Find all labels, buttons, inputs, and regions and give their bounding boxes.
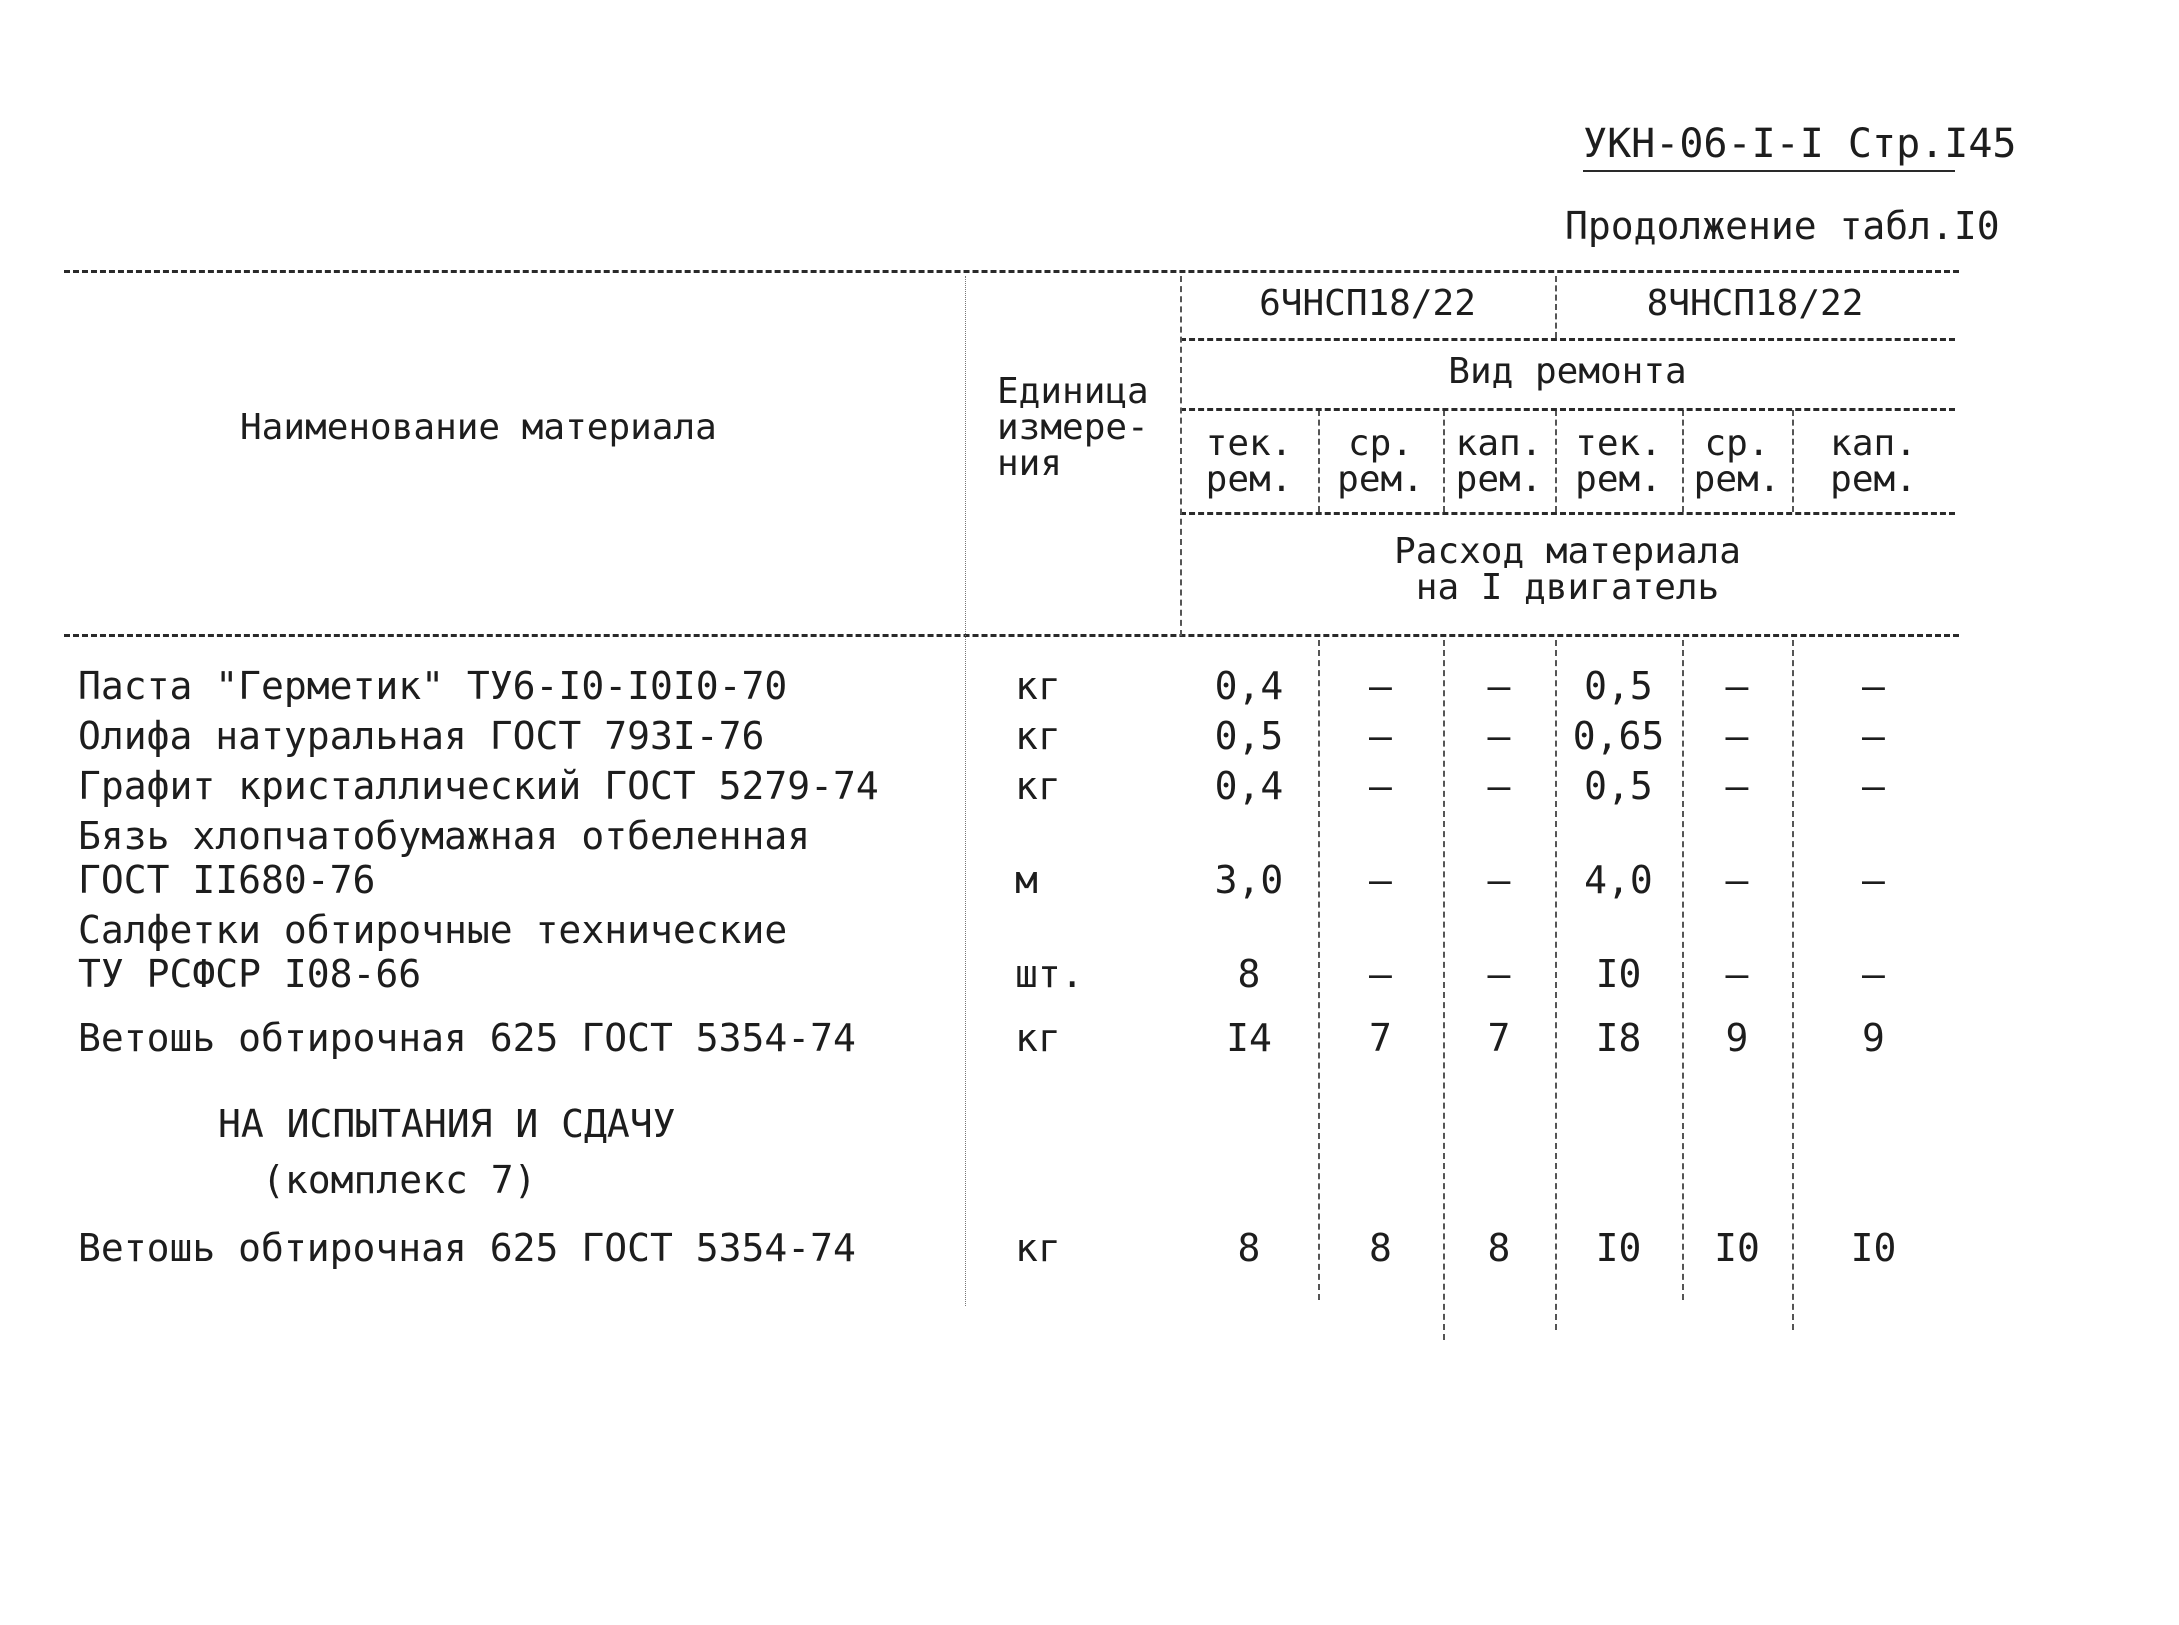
unit-column-divider: [965, 276, 966, 1306]
section-subheading: (комплекс 7): [262, 1158, 537, 1202]
material-value: I0: [1714, 1226, 1760, 1270]
material-value: –: [1369, 952, 1392, 996]
header-unit-line-3: ния: [997, 443, 1063, 484]
material-name: Паста "Герметик" ТУ6-I0-I0I0-70: [78, 664, 788, 708]
material-value: –: [1487, 714, 1511, 758]
material-value: 7: [1487, 1016, 1511, 1060]
repair-header-2-line-2: рем.: [1337, 459, 1424, 500]
material-value: 0,4: [1214, 764, 1284, 808]
body-column-divider: [1318, 640, 1320, 1300]
material-value: 8: [1369, 1226, 1392, 1270]
document-code: УКН-06-I-I Стр.I45: [1583, 121, 2017, 167]
repair-header-5-line-2: рем.: [1693, 459, 1781, 500]
material-unit: м: [1015, 858, 1038, 902]
material-value: 0,5: [1214, 714, 1284, 758]
material-value: –: [1487, 764, 1511, 808]
repair-header-5-line-1: ср.: [1704, 423, 1770, 464]
repair-header-4-line-1: тек.: [1575, 423, 1662, 464]
body-column-divider: [1555, 640, 1557, 1330]
engine-column-divider: [1180, 276, 1182, 636]
header-name-column: Наименование материала: [240, 407, 717, 448]
material-value: 0,5: [1584, 664, 1653, 708]
material-unit: шт.: [1015, 952, 1084, 996]
body-column-divider: [1443, 640, 1445, 1340]
material-name: Ветошь обтирочная 625 ГОСТ 5354-74: [78, 1016, 856, 1060]
header-unit-line-1: Единица: [997, 371, 1149, 412]
material-unit: кг: [1015, 714, 1061, 758]
material-value: –: [1862, 714, 1885, 758]
repair-header-6-line-2: рем.: [1830, 459, 1917, 500]
material-value: –: [1369, 714, 1392, 758]
header-engine-1: 6ЧНСП18/22: [1259, 283, 1476, 324]
material-value: –: [1862, 764, 1885, 808]
material-name: Олифа натуральная ГОСТ 793I-76: [78, 714, 765, 758]
material-value: –: [1862, 952, 1885, 996]
header-engine-2: 8ЧНСП18/22: [1646, 283, 1864, 324]
material-value: I8: [1595, 1016, 1642, 1060]
header-unit-line-2: измере-: [997, 407, 1149, 448]
material-name: Салфетки обтирочные технические: [78, 908, 788, 952]
material-name: ГОСТ II680-76: [78, 858, 376, 902]
material-value: 8: [1237, 1226, 1261, 1270]
material-value: 7: [1369, 1016, 1392, 1060]
repair-header-6-line-1: кап.: [1830, 423, 1917, 464]
material-name: Бязь хлопчатобумажная отбеленная: [78, 814, 811, 858]
engine-split-divider: [1555, 276, 1557, 338]
material-value: –: [1725, 858, 1749, 902]
repair-header-4-line-2: рем.: [1575, 459, 1662, 500]
material-value: –: [1369, 664, 1392, 708]
material-unit: кг: [1015, 1016, 1061, 1060]
material-unit: кг: [1015, 1226, 1061, 1270]
header-bottom-rule: [64, 634, 1959, 637]
engine-rule: [1180, 338, 1955, 341]
material-unit: кг: [1015, 764, 1061, 808]
material-value: 3,0: [1214, 858, 1284, 902]
material-name: Ветошь обтирочная 625 ГОСТ 5354-74: [78, 1226, 856, 1270]
repair-header-1-line-1: тек.: [1205, 423, 1293, 464]
repair-header-divider: [1682, 410, 1684, 512]
material-value: –: [1862, 858, 1885, 902]
body-column-divider: [1792, 640, 1794, 1330]
material-value: 8: [1487, 1226, 1511, 1270]
material-unit: кг: [1015, 664, 1061, 708]
repair-header-divider: [1792, 410, 1794, 512]
repair-type-rule: [1180, 408, 1955, 411]
document-code-underline: [1583, 170, 1955, 172]
repair-header-3-line-1: кап.: [1455, 423, 1543, 464]
body-column-divider: [1682, 640, 1684, 1300]
material-value: –: [1725, 664, 1749, 708]
material-name: ТУ РСФСР I08-66: [78, 952, 422, 996]
header-consumption-line-1: Расход материала: [1394, 531, 1741, 572]
section-heading: НА ИСПЫТАНИЯ И СДАЧУ: [218, 1102, 676, 1146]
header-consumption-line-2: на I двигатель: [1415, 567, 1720, 608]
material-value: –: [1725, 952, 1749, 996]
repair-header-3-line-2: рем.: [1455, 459, 1543, 500]
material-value: 9: [1862, 1016, 1885, 1060]
header-repair-type: Вид ремонта: [1448, 351, 1687, 392]
material-value: 8: [1237, 952, 1261, 996]
material-value: 0,4: [1214, 664, 1284, 708]
material-value: I0: [1850, 1226, 1897, 1270]
material-value: –: [1487, 664, 1511, 708]
material-value: I0: [1595, 1226, 1642, 1270]
continuation-note: Продолжение табл.I0: [1565, 204, 2000, 248]
material-value: I4: [1226, 1016, 1272, 1060]
repair-columns-rule: [1180, 512, 1955, 515]
material-value: –: [1487, 952, 1511, 996]
material-value: –: [1725, 764, 1749, 808]
material-value: 0,5: [1584, 764, 1653, 808]
repair-header-engine-divider: [1555, 410, 1557, 512]
material-value: –: [1369, 764, 1392, 808]
material-value: 9: [1725, 1016, 1749, 1060]
material-name: Графит кристаллический ГОСТ 5279-74: [78, 764, 879, 808]
material-value: –: [1862, 664, 1885, 708]
material-value: –: [1725, 714, 1749, 758]
material-value: 4,0: [1584, 858, 1653, 902]
material-value: I0: [1595, 952, 1642, 996]
repair-header-1-line-2: рем.: [1205, 459, 1293, 500]
material-value: –: [1369, 858, 1392, 902]
material-value: 0,65: [1572, 714, 1665, 758]
table-top-rule: [64, 270, 1959, 273]
repair-header-divider: [1318, 410, 1320, 512]
repair-header-2-line-1: ср.: [1347, 423, 1414, 464]
repair-header-divider: [1443, 410, 1445, 512]
material-value: –: [1487, 858, 1511, 902]
